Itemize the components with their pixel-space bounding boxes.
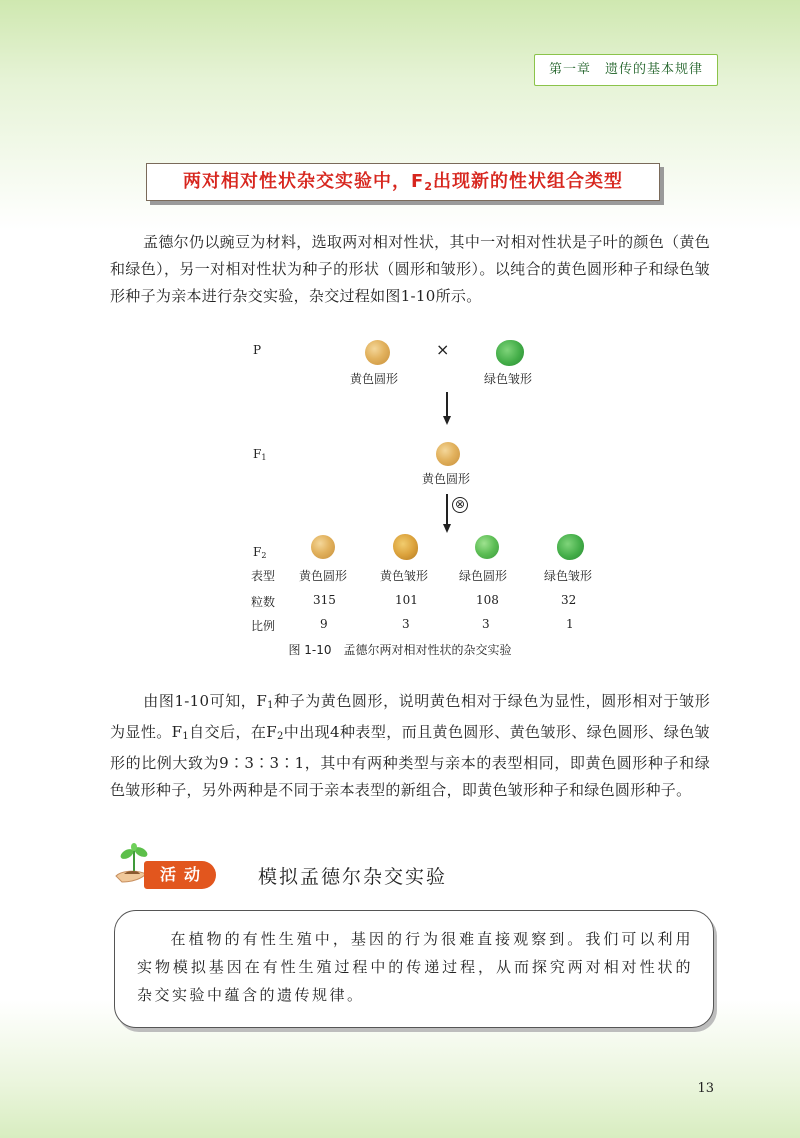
- f2-count-1: 315: [313, 593, 336, 607]
- arrow-p-to-f1: [446, 392, 448, 418]
- green-wrinkled-pea-icon: [496, 340, 524, 366]
- f2-phenotype-2: 黄色皱形: [380, 569, 429, 583]
- selfing-symbol: ⊗: [452, 497, 468, 513]
- f2-phenotype-1: 黄色圆形: [299, 569, 348, 583]
- analysis-paragraph: 由图1-10可知，$F_1$种子为黄色圆形，说明黄色相对于绿色为显性，圆形相对于皱形为显性。$F_1$自交后，在$F_2$中出现4种表型，而且黄色圆形、黄色皱形、绿色圆形、绿色皱形的比例大致为9∶3∶3∶1，其中有两种类型与亲本的表型相同，即黄色圆形种子和绿色皱形种子，另外两种是不同于亲本表型的新组合，即黄色皱形种子和绿色圆形种子。: [110, 692, 711, 799]
- chapter-title: 遗传的基本规律: [604, 62, 703, 77]
- f1-label: $F_1$: [253, 447, 267, 462]
- f2-ratio-1: 9: [320, 617, 328, 631]
- row-header-ratio: 比例: [251, 619, 276, 633]
- parent2-phenotype: 绿色皱形: [484, 372, 533, 386]
- f2-green-round-pea-icon: [475, 535, 499, 559]
- f2-count-3: 108: [476, 593, 499, 607]
- f1-yellow-round-pea-icon: [436, 442, 460, 466]
- activity-title: 模拟孟德尔杂交实验: [258, 866, 448, 888]
- activity-badge: 活动: [144, 861, 216, 889]
- arrow-f1-to-f2-head: [443, 524, 451, 533]
- row-header-phenotype: 表型: [251, 569, 276, 583]
- f1-phenotype: 黄色圆形: [422, 472, 471, 486]
- figure-caption: 图 1-10 孟德尔两对相对性状的杂交实验: [288, 643, 512, 657]
- f2-label: $F_2$: [253, 545, 267, 560]
- row-header-count: 粒数: [251, 595, 276, 609]
- f2-count-2: 101: [395, 593, 418, 607]
- parent1-phenotype: 黄色圆形: [350, 372, 399, 386]
- f2-count-4: 32: [561, 593, 577, 607]
- section-title: 两对相对性状杂交实验中，$F_2$出现新的性状组合类型: [146, 163, 660, 201]
- cross-symbol: ×: [436, 340, 450, 359]
- activity-text: 在植物的有性生殖中，基因的行为很难直接观察到。我们可以利用实物模拟基因在有性生殖过程中的传递过程，从而探究两对相对性状的杂交实验中蕴含的遗传规律。: [137, 930, 693, 1004]
- f2-ratio-3: 3: [482, 617, 490, 631]
- activity-box: [114, 910, 714, 1028]
- f2-phenotype-3: 绿色圆形: [459, 569, 508, 583]
- f2-yellow-wrinkled-pea-icon: [393, 534, 418, 560]
- p-label: P: [253, 343, 262, 357]
- arrow-p-to-f1-head: [443, 416, 451, 425]
- page-number: 13: [697, 1081, 714, 1096]
- chapter-header: [534, 54, 718, 86]
- f2-ratio-4: 1: [566, 617, 574, 631]
- f2-phenotype-4: 绿色皱形: [544, 569, 593, 583]
- intro-paragraph: 孟德尔仍以豌豆为材料，选取两对相对性状，其中一对相对性状是子叶的颜色（黄色和绿色），另一对相对性状为种子的形状（圆形和皱形）。以纯合的黄色圆形种子和绿色皱形种子为亲本进行杂交实验，杂交过程如图1-10所示。: [110, 233, 710, 305]
- f2-ratio-2: 3: [402, 617, 410, 631]
- f2-green-wrinkled-pea-icon: [557, 534, 584, 560]
- chapter-number: 第一章: [548, 62, 591, 77]
- arrow-f1-to-f2: [446, 494, 448, 526]
- f2-yellow-round-pea-icon: [311, 535, 335, 559]
- yellow-round-pea-icon: [365, 340, 390, 365]
